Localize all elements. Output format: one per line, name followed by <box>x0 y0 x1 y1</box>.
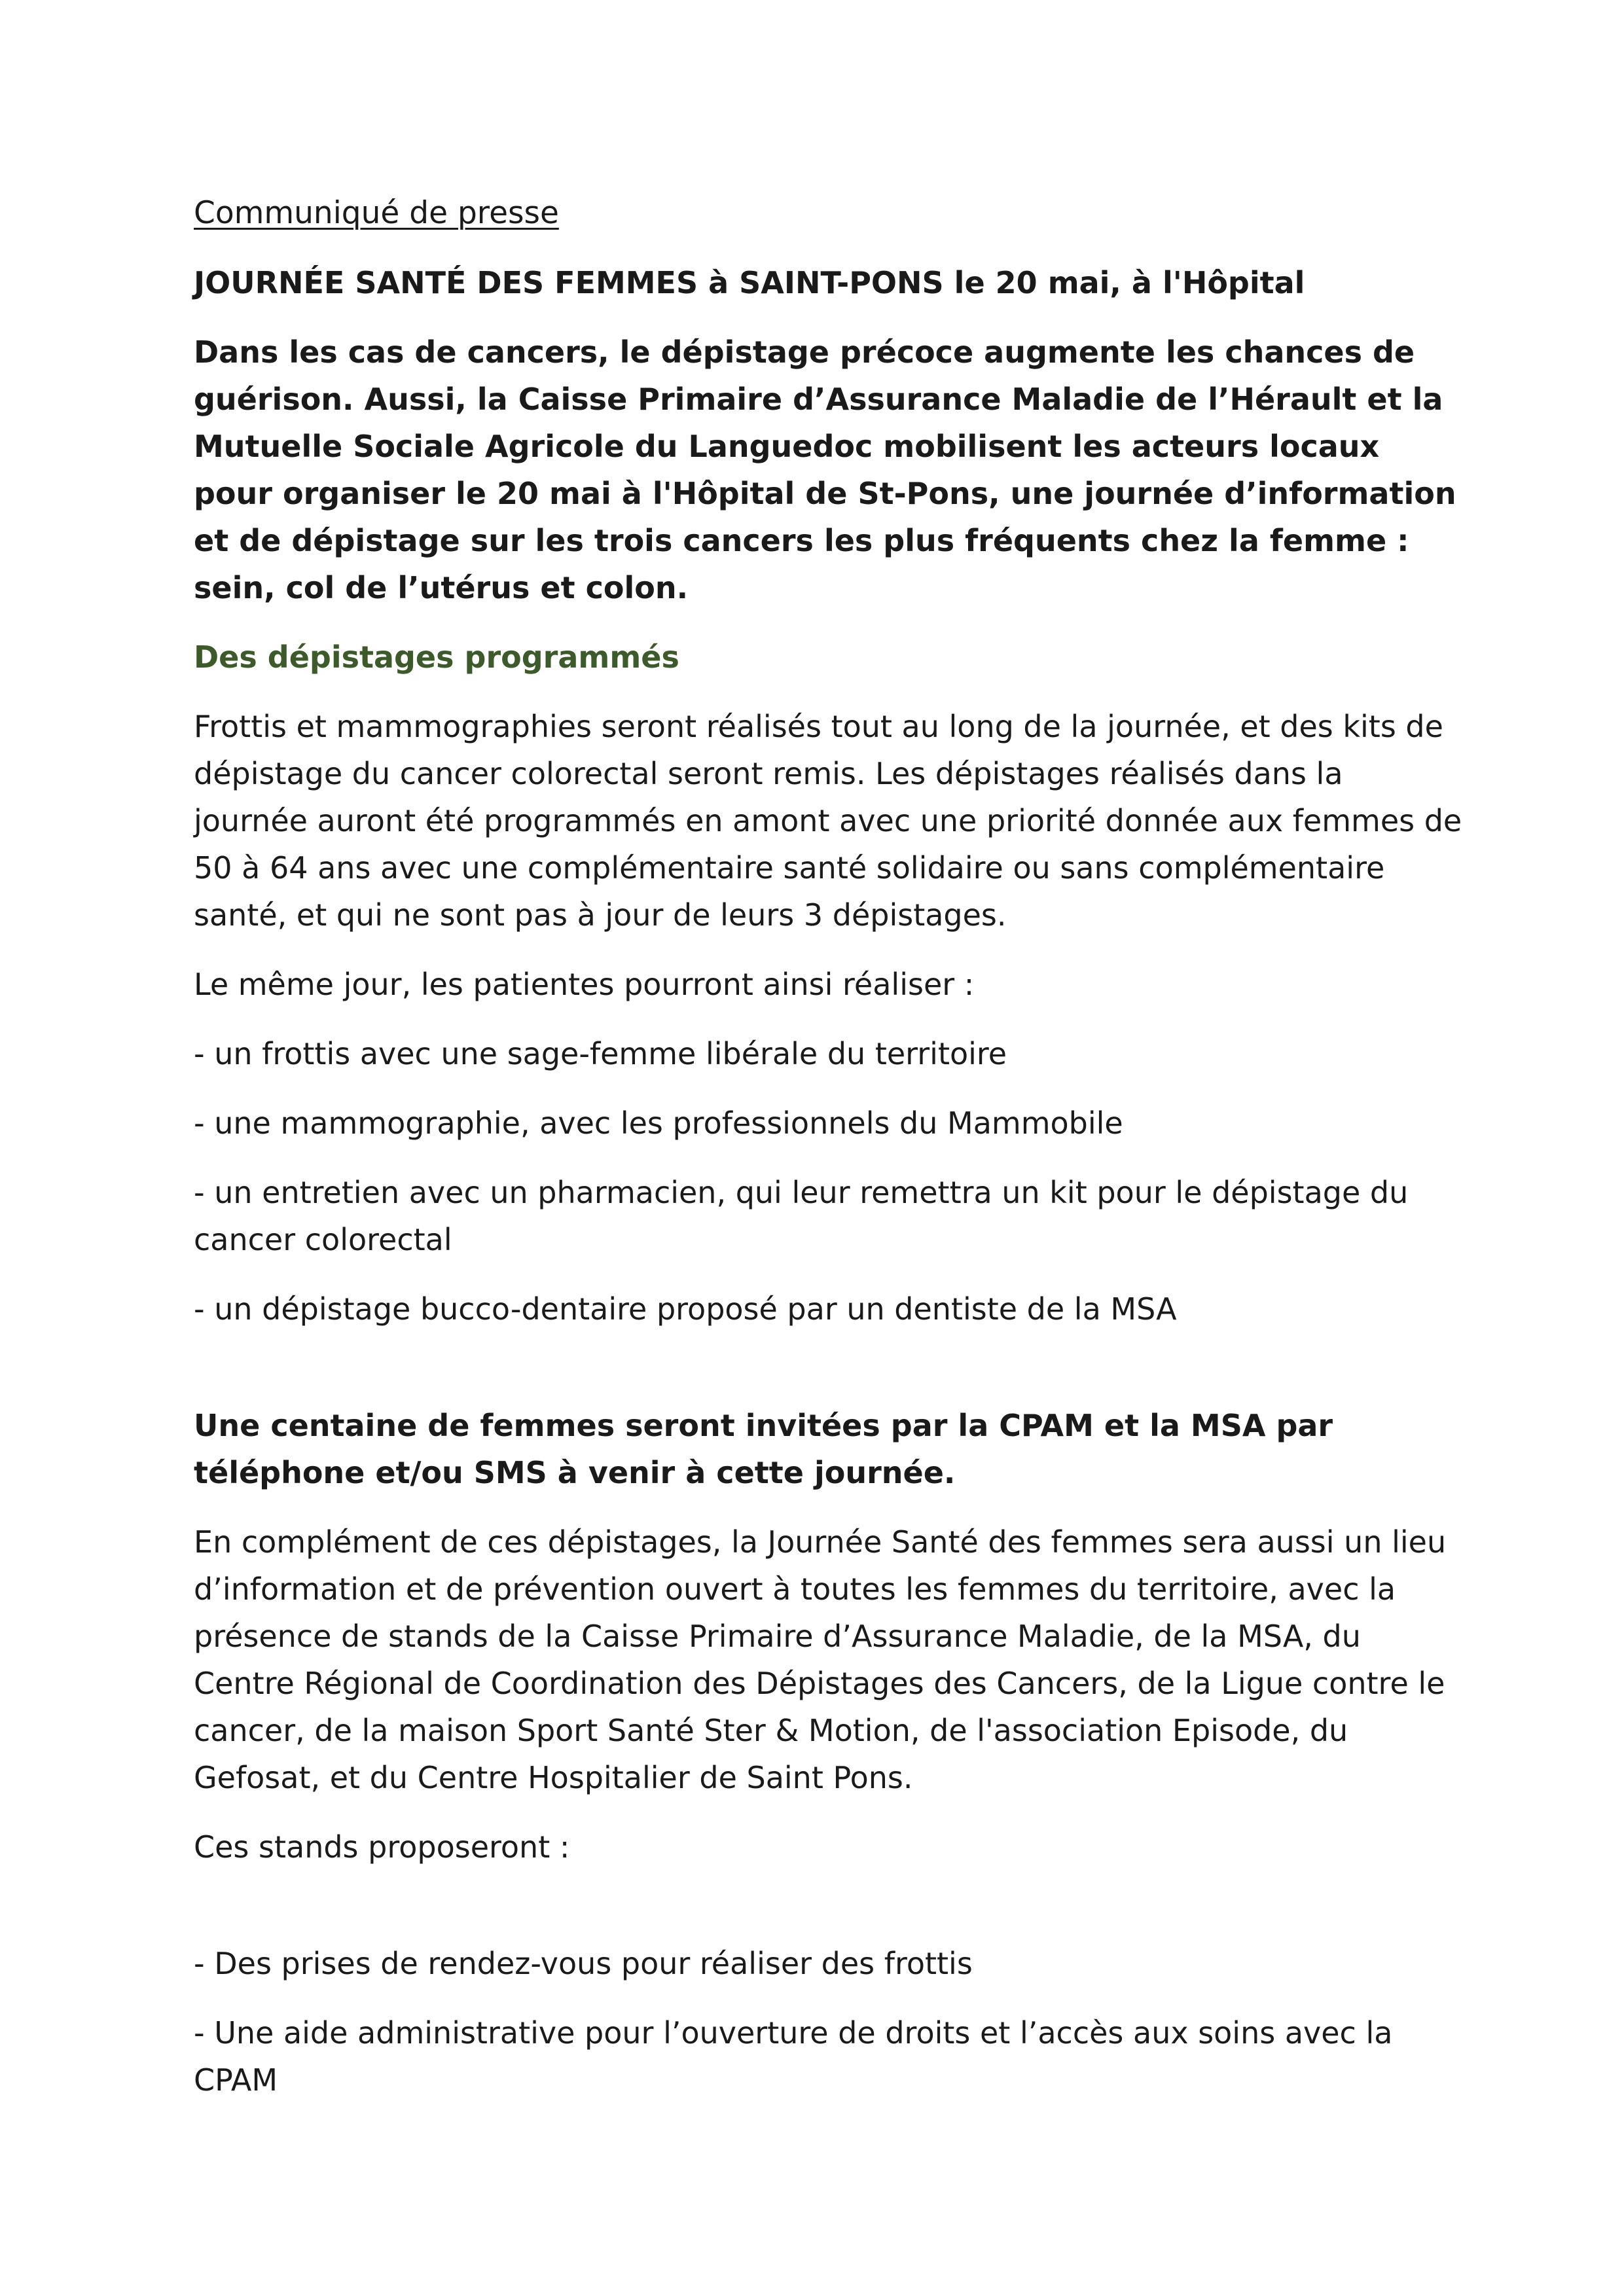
list-item: - Une aide administrative pour l’ouverture de droits et l’accès aux soins avec la CPAM <box>194 2015 1393 2098</box>
paragraph-stands: En complément de ces dépistages, la Journée Santé des femmes sera aussi un lieu d’information et de prévention ouvert à toutes les femmes du territoire, avec la présence de stands de la Caisse Primaire d’Assurance Maladie, de la MSA, du Centre Régional de Coordination des Dépistages des Cancers, de la Ligue contre le cancer, de la maison Sport Santé Ster & Motion, de l'association Episode, du Gefosat, et du Centre Hospitalier de Saint Pons. <box>194 1524 1447 1795</box>
list-item: - un frottis avec une sage-femme libérale du territoire <box>194 1036 1007 1071</box>
headline: JOURNÉE SANTÉ DES FEMMES à SAINT-PONS le 20 mai, à l'Hôpital <box>194 265 1305 300</box>
paragraph-stands-intro: Ces stands proposeront : <box>194 1829 570 1865</box>
invitation-paragraph: Une centaine de femmes seront invitées par la CPAM et la MSA par téléphone et/ou SMS à venir à cette journée. <box>194 1408 1333 1490</box>
paragraph-screenings: Frottis et mammographies seront réalisés tout au long de la journée, et des kits de dépistage du cancer colorectal seront remis. Les dépistages réalisés dans la journée auront été programmés en amont avec une priorité donnée aux femmes de 50 à 64 ans avec une complémentaire santé solidaire ou sans complémentaire santé, et qui ne sont pas à jour de leurs 3 dépistages. <box>194 709 1462 933</box>
press-release-label: Communiqué de presse <box>194 195 559 231</box>
document-content <box>194 190 1464 2126</box>
lead-paragraph: Dans les cas de cancers, le dépistage précoce augmente les chances de guérison. Aussi, la Caisse Primaire d’Assurance Maladie de l’Hérault et la Mutuelle Sociale Agricole du Languedoc mobilisent les acteurs locaux pour organiser le 20 mai à l'Hôpital de St-Pons, une journée d’information et de dépistage sur les trois cancers les plus fréquents chez la femme : sein, col de l’utérus et colon. <box>194 334 1456 605</box>
spacer <box>194 1893 1464 1940</box>
list-item: - un entretien avec un pharmacien, qui leur remettra un kit pour le dépistage du cancer colorectal <box>194 1175 1409 1257</box>
list-item: - un dépistage bucco-dentaire proposé par un dentiste de la MSA <box>194 1291 1177 1327</box>
list-item: - une mammographie, avec les professionnels du Mammobile <box>194 1105 1123 1141</box>
spacer <box>194 1355 1464 1402</box>
paragraph-same-day: Le même jour, les patientes pourront ainsi réaliser : <box>194 967 975 1002</box>
section-title: Des dépistages programmés <box>194 639 679 675</box>
list-item: - Des prises de rendez-vous pour réaliser des frottis <box>194 1946 973 1981</box>
